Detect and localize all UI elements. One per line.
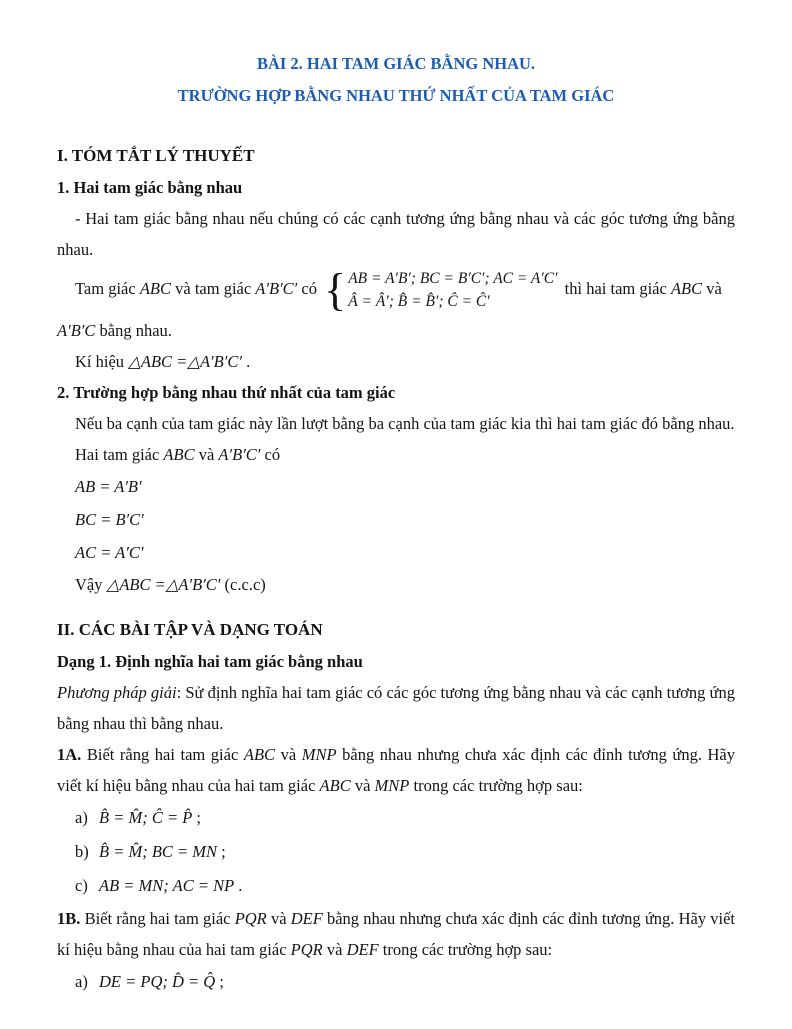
text-run: có — [297, 278, 322, 298]
text-run: . — [241, 352, 251, 371]
exercise-1b-label: 1B. — [57, 909, 81, 928]
exercise-1a-item-c — [75, 869, 735, 903]
exercise-1a-label: 1A. — [57, 745, 82, 764]
item-label: c) — [75, 876, 88, 895]
method-paragraph — [57, 677, 735, 739]
dang-1-heading: Dạng 1. Định nghĩa hai tam giác bằng nhau — [57, 652, 363, 671]
text-run: và — [702, 278, 722, 298]
title-line-1: BÀI 2. HAI TAM GIÁC BẰNG NHAU. — [256, 54, 536, 73]
paragraph-notation — [57, 346, 735, 377]
math-run: PQR — [234, 909, 267, 928]
math-run: PQR — [290, 940, 323, 959]
text-run: Tam giác — [75, 278, 140, 298]
text-run: và — [194, 445, 219, 464]
text-run: bằng nhau. — [95, 321, 172, 340]
item-label: a) — [75, 808, 88, 827]
math-run: △ABC =△A′B′C′ — [106, 575, 221, 594]
math-run: ABC — [163, 445, 195, 464]
title-line-2: TRƯỜNG HỢP BẰNG NHAU THỨ NHẤT CỦA TAM GIÁC — [177, 86, 615, 105]
text-run: bằng nhau nhưng chưa xác định các đỉnh tương ứng. Hãy viết kí hiệu bằng nhau của hai tam giác — [57, 745, 736, 795]
system-line-angles: Â = Â′; B̂ = B̂′; Ĉ = Ĉ′ — [348, 293, 490, 310]
text-run: ; — [217, 842, 226, 861]
math-run: △ABC =△A′B′C′ — [128, 352, 242, 371]
exercise-1b-item-a — [75, 965, 735, 999]
paragraph-conclusion — [57, 569, 735, 600]
math-run: DEF — [346, 940, 379, 959]
subsection-1-heading: 1. Hai tam giác bằng nhau — [57, 178, 243, 197]
exercise-1a-item-a — [75, 801, 735, 835]
text-run: Kí hiệu — [75, 352, 129, 371]
math-run: MNP — [301, 745, 337, 764]
text-run: thì hai tam giác — [560, 278, 671, 298]
equation-bc: BC = B′C′ — [75, 510, 144, 529]
text-run: (c.c.c) — [220, 575, 266, 594]
equation-system — [324, 264, 558, 315]
paragraph-definition: - Hai tam giác bằng nhau nếu chúng có các cạnh tương ứng bằng nhau và các góc tương ứng bằng nhau. — [57, 209, 735, 259]
text-run: và — [266, 909, 291, 928]
exercise-1b — [57, 903, 735, 965]
text-run: . — [234, 876, 243, 895]
exercises-section-heading: II. CÁC BÀI TẬP VÀ DẠNG TOÁN — [57, 620, 323, 639]
math-run: ABC — [139, 278, 171, 298]
theory-section-heading: I. TÓM TẮT LÝ THUYẾT — [57, 146, 255, 165]
text-run: Biết rằng hai tam giác — [81, 745, 244, 764]
equation-system-lines — [348, 267, 557, 313]
math-run: AB = MN; AC = NP — [99, 876, 235, 895]
text-run: có — [260, 445, 281, 464]
text-run: và — [322, 940, 347, 959]
system-line-sides: AB = A′B′; BC = B′C′; AC = A′C′ — [348, 270, 558, 287]
paragraph-triangle-system — [57, 265, 735, 315]
text-run: Vậy — [75, 575, 107, 594]
left-brace-icon: { — [324, 264, 347, 315]
method-label: Phương pháp giải — [57, 683, 177, 702]
math-run: ABC — [670, 278, 703, 298]
text-run: và — [350, 776, 375, 795]
text-run: và — [275, 745, 302, 764]
item-label: b) — [75, 842, 89, 861]
paragraph-triangle-system-cont — [57, 315, 735, 346]
text-run: Hai tam giác — [75, 445, 164, 464]
subsection-2-heading: 2. Trường hợp bằng nhau thứ nhất của tam giác — [57, 383, 396, 402]
text-run: và tam giác — [171, 278, 256, 298]
equation-ac: AC = A′C′ — [75, 543, 144, 562]
math-run: A′B′C′ — [255, 278, 298, 298]
math-run: B̂ = M̂; BC = MN — [99, 842, 218, 861]
text-run: ; — [192, 808, 202, 827]
math-run: ABC — [243, 745, 276, 764]
doc-title — [57, 48, 735, 112]
math-run: A′B′C — [57, 321, 96, 340]
math-run: DEF — [290, 909, 323, 928]
exercise-1a — [57, 739, 735, 801]
math-run: DE = PQ; D̂ = Q̂ — [99, 972, 216, 991]
item-label: a) — [75, 972, 88, 991]
paragraph-two-triangles — [57, 439, 735, 470]
text-run: bằng nhau nhưng chưa xác định các đỉnh tương ứng. Hãy viết kí hiệu bằng nhau của hai tam giác — [57, 909, 735, 959]
math-run: MNP — [374, 776, 410, 795]
math-run: B̂ = M̂; Ĉ = P̂ — [99, 808, 193, 827]
paragraph-ccc-rule: Nếu ba cạnh của tam giác này lần lượt bằng ba cạnh của tam giác kia thì hai tam giác đó bằng nhau. — [75, 414, 735, 433]
text-run: ; — [215, 972, 224, 991]
math-run: ABC — [319, 776, 351, 795]
text-run: : Sử định nghĩa hai tam giác có các góc tương ứng bằng nhau và các cạnh tương ứng bằng nhau thì bằng nhau. — [57, 683, 735, 733]
math-run: A′B′C′ — [218, 445, 261, 464]
equation-ab: AB = A′B′ — [75, 477, 142, 496]
text-run: trong các trường hợp sau: — [409, 776, 583, 795]
text-run: trong các trường hợp sau: — [378, 940, 553, 959]
text-run: Biết rằng hai tam giác — [80, 909, 235, 928]
exercise-1a-item-b — [75, 835, 735, 869]
